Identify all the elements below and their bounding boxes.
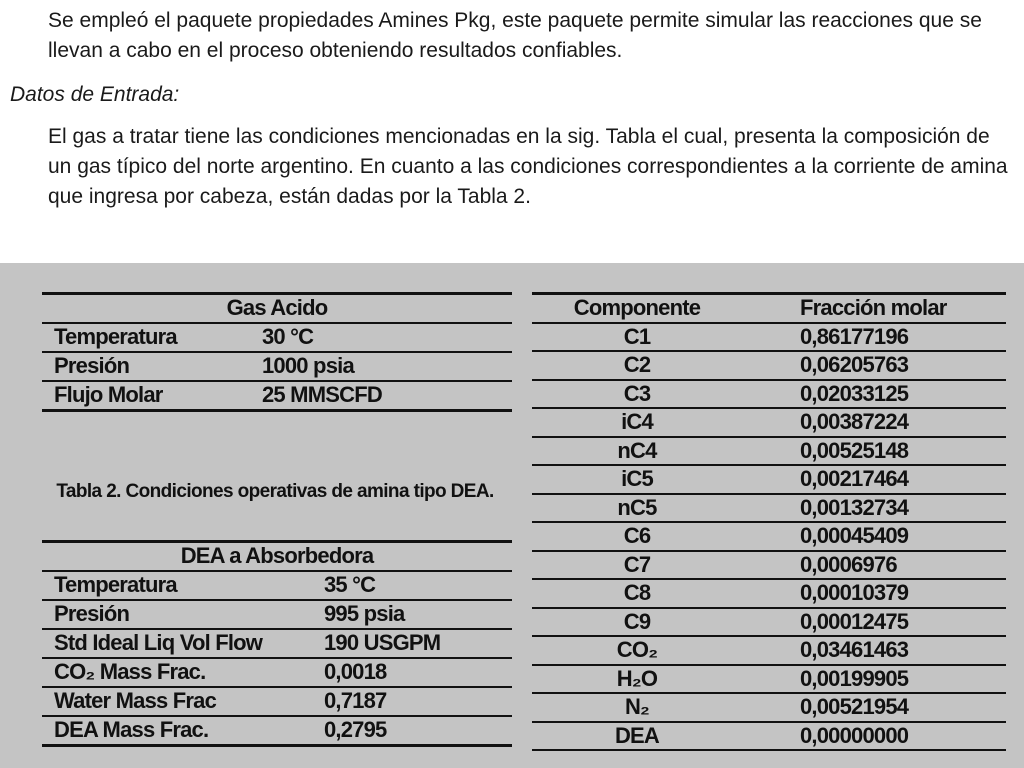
fraction-cell: 0,00217464 — [800, 466, 909, 491]
fraction-cell: 0,00525148 — [800, 437, 909, 463]
component-cell: iC5 — [621, 466, 653, 491]
table-row — [42, 572, 512, 601]
row-label: Temperatura — [54, 572, 177, 597]
fraction-cell: 0,02033125 — [800, 380, 909, 406]
component-cell: C6 — [623, 523, 651, 548]
table-row — [42, 630, 512, 659]
row-value: 0,2795 — [324, 717, 387, 742]
component-cell: iC4 — [621, 409, 653, 434]
component-cell: C7 — [623, 551, 651, 577]
table-row — [42, 382, 512, 412]
fraction-cell: 0,00132734 — [800, 494, 909, 520]
fraction-cell: 0,0006976 — [800, 551, 897, 577]
component-cell: nC4 — [617, 437, 657, 463]
table-2-caption: Tabla 2. Condiciones operativas de amina tipo DEA. — [56, 481, 494, 502]
table-row — [42, 353, 512, 382]
fraction-cell: 0,86177196 — [800, 323, 909, 349]
component-cell: C1 — [623, 323, 651, 349]
composition-table — [532, 292, 1006, 751]
row-label: Water Mass Frac — [54, 688, 217, 713]
fraction-cell: 0,00010379 — [800, 580, 909, 605]
row-value: 190 USGPM — [324, 630, 441, 655]
row-value: 30 °C — [262, 324, 314, 349]
fraction-cell: 0,06205763 — [800, 352, 909, 377]
row-value: 995 psia — [324, 601, 405, 626]
table-row — [42, 688, 512, 717]
header-fraction: Fracción molar — [800, 295, 947, 320]
header-component: Componente — [573, 295, 701, 320]
table-row — [42, 324, 512, 353]
row-label: CO₂ Mass Frac. — [54, 659, 206, 684]
dea-table-title: DEA a Absorbedora — [42, 540, 512, 572]
component-cell: CO₂ — [616, 637, 658, 662]
intro-paragraph: Se empleó el paquete propiedades Amines Pkg, este paquete permite simular las reacciones que se llevan a cabo en el proceso obteniendo resultados confiables. — [48, 9, 982, 62]
fraction-cell: 0,00000000 — [800, 722, 909, 748]
row-label: Std Ideal Liq Vol Flow — [54, 630, 263, 655]
fraction-cell: 0,00045409 — [800, 523, 909, 548]
component-cell: N₂ — [624, 694, 650, 719]
row-label: DEA Mass Frac. — [54, 717, 209, 742]
table-row — [42, 601, 512, 630]
row-label: Temperatura — [54, 324, 177, 349]
dea-table — [42, 540, 512, 747]
gas-table-title: Gas Acido — [42, 292, 512, 324]
component-cell: H₂O — [616, 665, 658, 691]
component-cell: C2 — [623, 352, 651, 377]
component-cell: C9 — [623, 608, 651, 634]
row-label: Presión — [54, 601, 130, 626]
row-label: Presión — [54, 353, 130, 378]
component-cell: nC5 — [617, 494, 657, 520]
table-row — [42, 659, 512, 688]
fraction-cell: 0,00199905 — [800, 665, 909, 691]
fraction-cell: 0,00012475 — [800, 608, 909, 634]
gas-acido-table — [42, 292, 512, 412]
component-cell: DEA — [614, 722, 660, 748]
fraction-cell: 0,00387224 — [800, 409, 909, 434]
composition-header-row — [532, 292, 1006, 324]
section-heading: Datos de Entrada: — [10, 83, 180, 106]
row-value: 1000 psia — [262, 353, 354, 378]
table-row — [42, 717, 512, 747]
input-data-paragraph: El gas a tratar tiene las condiciones mencionadas en la sig. Tabla el cual, presenta la composición de un gas típico del norte argentino. En cuanto a las condiciones correspondientes a la corriente de amina que ingresa por cabeza, están dadas por la Tabla 2. — [48, 125, 1008, 208]
component-cell: C8 — [623, 580, 651, 605]
fraction-cell: 0,00521954 — [800, 694, 909, 719]
component-cell: C3 — [623, 380, 651, 406]
row-value: 0,0018 — [324, 659, 387, 684]
row-label: Flujo Molar — [54, 382, 163, 407]
row-value: 35 °C — [324, 572, 376, 597]
fraction-cell: 0,03461463 — [800, 637, 909, 662]
row-value: 25 MMSCFD — [262, 382, 382, 407]
row-value: 0,7187 — [324, 688, 387, 713]
